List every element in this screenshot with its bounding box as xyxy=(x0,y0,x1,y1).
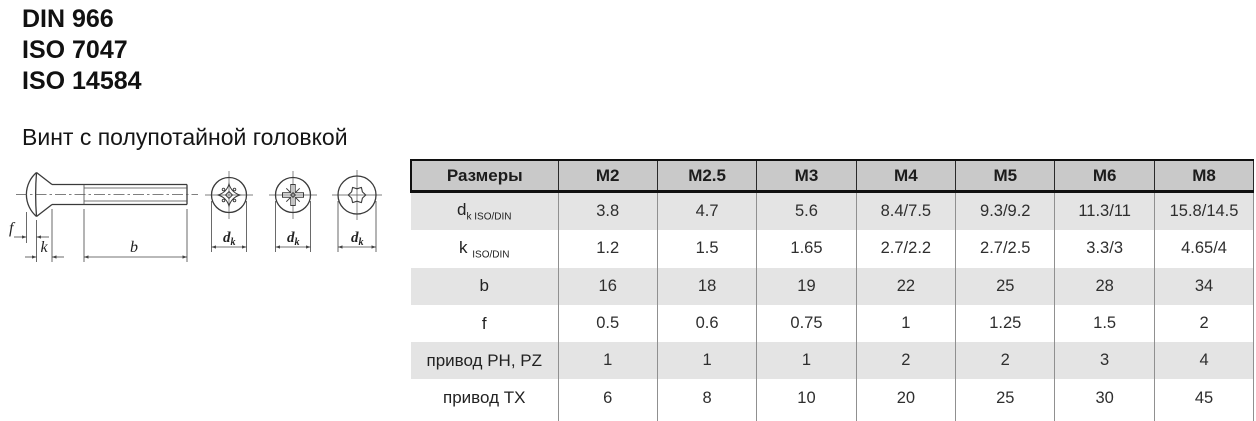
table-row-drive-ph-pz xyxy=(411,342,1254,379)
dim-label-dk-tx: $d_k$ xyxy=(351,230,364,248)
table-cell: 25 xyxy=(956,268,1055,305)
dim-label-k: k xyxy=(40,239,48,256)
product-subtitle: Винт с полупотайной головкой xyxy=(22,124,348,150)
dim-label-dk-pz: $d_k$ xyxy=(287,230,300,248)
table-cell: 0.5 xyxy=(558,305,657,342)
column-header-m5: M5 xyxy=(956,160,1055,192)
dim-label-dk-ph: $d_k$ xyxy=(223,230,236,248)
table-cell: 1.65 xyxy=(757,230,856,267)
table-cell: 2.7/2.5 xyxy=(956,230,1055,267)
table-cell: 2 xyxy=(956,342,1055,379)
table-cell: 1.25 xyxy=(956,305,1055,342)
table-cell: 15.8/14.5 xyxy=(1154,192,1253,231)
phillips-drive-icon xyxy=(205,171,253,219)
technical-drawing xyxy=(0,150,410,272)
row-label-b: b xyxy=(411,268,558,305)
table-cell: 1 xyxy=(657,342,756,379)
table-cell: 4.7 xyxy=(657,192,756,231)
table-cell: 16 xyxy=(558,268,657,305)
table-cell: 2 xyxy=(1154,305,1253,342)
standard-iso-14584: ISO 14584 xyxy=(22,67,142,95)
table-cell: 8 xyxy=(657,379,756,416)
table-cell: 2.7/2.2 xyxy=(856,230,955,267)
table-cell: 34 xyxy=(1154,268,1253,305)
table-cell: 3 xyxy=(1055,342,1154,379)
table-cell: 3.8 xyxy=(558,192,657,231)
table-cell: 1 xyxy=(558,342,657,379)
table-cell: 28 xyxy=(1055,268,1154,305)
row-label-drive-ph-pz: привод PH, PZ xyxy=(411,342,558,379)
row-label-drive-tx: привод TX xyxy=(411,379,558,416)
standards-title-block xyxy=(22,4,142,97)
column-header-m2: M2 xyxy=(558,160,657,192)
table-cell: 6 xyxy=(558,379,657,416)
column-header-m8: M8 xyxy=(1154,160,1253,192)
table-cell: 30 xyxy=(1055,379,1154,416)
table-cell: 45 xyxy=(1154,379,1253,416)
table-bottom-stub xyxy=(411,417,1254,421)
column-header-m2-5: M2.5 xyxy=(657,160,756,192)
table-cell: 4 xyxy=(1154,342,1253,379)
dim-label-b: b xyxy=(130,239,138,256)
table-row-b xyxy=(411,268,1254,305)
column-header-sizes: Размеры xyxy=(411,160,558,192)
table-cell: 1.5 xyxy=(657,230,756,267)
dimensions-table xyxy=(410,159,1254,421)
table-cell: 5.6 xyxy=(757,192,856,231)
row-label-f: f xyxy=(411,305,558,342)
table-cell: 1.2 xyxy=(558,230,657,267)
table-row-dk xyxy=(411,192,1254,231)
column-header-m3: M3 xyxy=(757,160,856,192)
dim-label-f: f xyxy=(9,220,14,237)
table-cell: 22 xyxy=(856,268,955,305)
table-cell: 2 xyxy=(856,342,955,379)
table-cell: 18 xyxy=(657,268,756,305)
table-cell: 9.3/9.2 xyxy=(956,192,1055,231)
row-label-dk: $d_{k ISO/DIN}$ xyxy=(411,192,558,231)
torx-drive-icon xyxy=(332,170,382,220)
table-cell: 8.4/7.5 xyxy=(856,192,955,231)
table-cell: 1 xyxy=(757,342,856,379)
table-row-drive-tx xyxy=(411,379,1254,416)
table-cell: 1.5 xyxy=(1055,305,1154,342)
table-cell: 19 xyxy=(757,268,856,305)
table-cell: 0.6 xyxy=(657,305,756,342)
table-cell: 10 xyxy=(757,379,856,416)
table-cell: 0.75 xyxy=(757,305,856,342)
table-cell: 20 xyxy=(856,379,955,416)
table-cell: 1 xyxy=(856,305,955,342)
column-header-m4: M4 xyxy=(856,160,955,192)
column-header-m6: M6 xyxy=(1055,160,1154,192)
standard-iso-7047: ISO 7047 xyxy=(22,36,128,64)
table-cell: 11.3/11 xyxy=(1055,192,1154,231)
table-row-k xyxy=(411,230,1254,267)
pozidriv-drive-icon xyxy=(269,171,317,219)
table-cell: 3.3/3 xyxy=(1055,230,1154,267)
row-label-k: k $_{ISO/DIN}$ xyxy=(411,230,558,267)
table-cell: 25 xyxy=(956,379,1055,416)
table-cell: 4.65/4 xyxy=(1154,230,1253,267)
table-header-row xyxy=(411,160,1254,192)
standard-din: DIN 966 xyxy=(22,5,114,33)
table-row-f xyxy=(411,305,1254,342)
